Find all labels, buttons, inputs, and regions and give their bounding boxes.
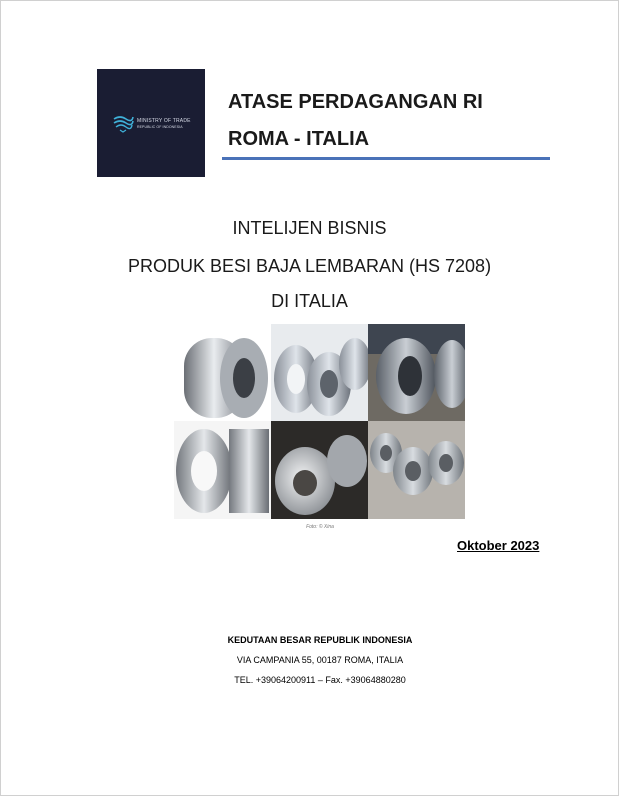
report-title-line2: PRODUK BESI BAJA LEMBARAN (HS 7208) [127,256,492,276]
ministry-logo-icon [112,113,134,133]
steel-coil-photo-6 [368,421,465,519]
header-title-line1: ATASE PERDAGANGAN RI [228,91,483,113]
logo-text-ministry: MINISTRY OF TRADE [137,118,191,124]
publication-date: Oktober 2023 [457,538,540,553]
steel-coil-photo-4 [174,421,271,519]
header-divider [222,157,550,160]
steel-coil-photo-2 [271,324,368,422]
steel-coil-photo-3 [368,324,465,422]
header-title-line2: ROMA - ITALIA [228,128,370,150]
footer-organization: KEDUTAAN BESAR REPUBLIK INDONESIA [227,635,413,645]
steel-coil-photo-5 [271,421,368,519]
footer-address: VIA CAMPANIA 55, 00187 ROMA, ITALIA [236,655,404,665]
ministry-logo [97,69,205,177]
footer-contact: TEL. +39064200911 – Fax. +39064880280 [234,675,406,685]
logo-text-republic: REPUBLIC OF INDONESIA [137,125,183,129]
report-title-line1: INTELIJEN BISNIS [232,218,387,238]
photo-caption: Foto: © Xina [306,524,334,530]
report-title-line3: DI ITALIA [271,291,348,311]
steel-coil-photo-1 [174,324,271,422]
